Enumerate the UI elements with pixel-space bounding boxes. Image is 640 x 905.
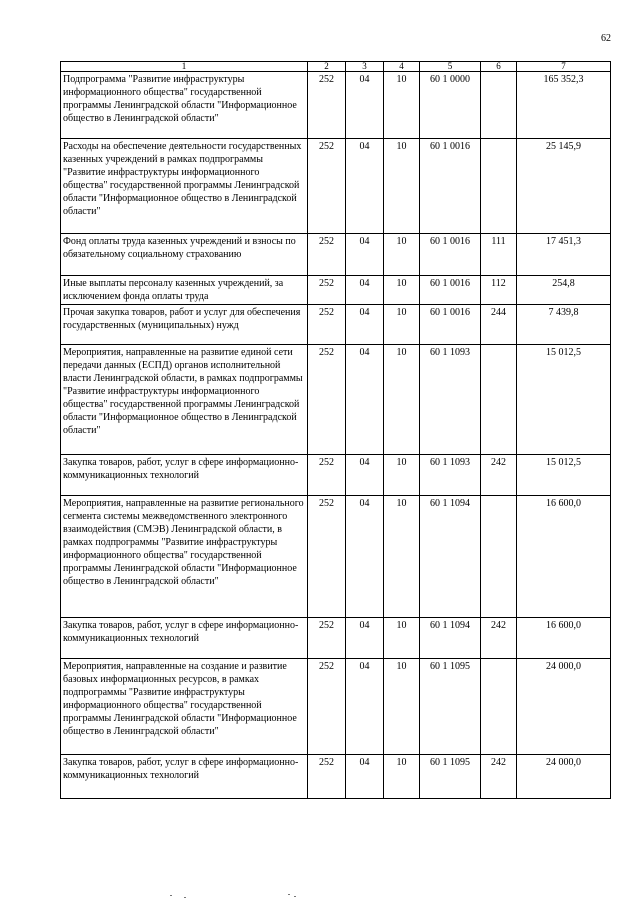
row-name: Мероприятия, направленные на создание и развитие базовых информационных ресурсов, в рамках подпрограммы "Развитие инфраструктуры информационного общества" государственной программы Ленинградской области "Информационное общество в Ленинградской области" bbox=[61, 659, 308, 755]
table-row bbox=[61, 496, 611, 618]
cell-ministry: 252 bbox=[308, 345, 346, 455]
column-header: 2 bbox=[308, 62, 346, 72]
cell-amount: 7 439,8 bbox=[517, 305, 611, 345]
cell-amount: 24 000,0 bbox=[517, 659, 611, 755]
row-name: Подпрограмма "Развитие инфраструктуры информационного общества" государственной программы Ленинградской области "Информационное общество в Ленинградской области" bbox=[61, 72, 308, 139]
cell-target-article: 60 1 1094 bbox=[420, 618, 481, 659]
row-name: Мероприятия, направленные на развитие единой сети передачи данных (ЕСПД) органов исполнительной власти Ленинградской области, в рамках подпрограммы "Развитие инфраструктуры информационного общества" государственной программы Ленинградской области "Информационное общество в Ленинградской области" bbox=[61, 345, 308, 455]
cell-amount: 16 600,0 bbox=[517, 618, 611, 659]
cell-subsection: 10 bbox=[384, 496, 420, 618]
table-row bbox=[61, 659, 611, 755]
cell-target-article: 60 1 0000 bbox=[420, 72, 481, 139]
row-name: Закупка товаров, работ, услуг в сфере информационно-коммуникационных технологий bbox=[61, 455, 308, 496]
table-row bbox=[61, 139, 611, 234]
cell-subsection: 10 bbox=[384, 305, 420, 345]
cell-target-article: 60 1 1093 bbox=[420, 455, 481, 496]
table-row bbox=[61, 276, 611, 305]
cell-expense-type bbox=[481, 345, 517, 455]
column-header: 6 bbox=[481, 62, 517, 72]
table-row bbox=[61, 455, 611, 496]
cell-expense-type: 112 bbox=[481, 276, 517, 305]
row-name: Прочая закупка товаров, работ и услуг для обеспечения государственных (муниципальных) нужд bbox=[61, 305, 308, 345]
cell-subsection: 10 bbox=[384, 72, 420, 139]
cell-ministry: 252 bbox=[308, 455, 346, 496]
cell-target-article: 60 1 1095 bbox=[420, 659, 481, 755]
cell-amount: 165 352,3 bbox=[517, 72, 611, 139]
cell-subsection: 10 bbox=[384, 618, 420, 659]
cell-section: 04 bbox=[346, 305, 384, 345]
cell-amount: 24 000,0 bbox=[517, 755, 611, 799]
row-name: Закупка товаров, работ, услуг в сфере информационно-коммуникационных технологий bbox=[61, 618, 308, 659]
cell-ministry: 252 bbox=[308, 305, 346, 345]
cell-section: 04 bbox=[346, 755, 384, 799]
cell-expense-type bbox=[481, 496, 517, 618]
cell-expense-type bbox=[481, 659, 517, 755]
cell-ministry: 252 bbox=[308, 139, 346, 234]
cell-subsection: 10 bbox=[384, 276, 420, 305]
cell-expense-type: 242 bbox=[481, 455, 517, 496]
cell-target-article: 60 1 0016 bbox=[420, 139, 481, 234]
cell-section: 04 bbox=[346, 72, 384, 139]
column-header: 5 bbox=[420, 62, 481, 72]
column-header: 3 bbox=[346, 62, 384, 72]
cell-amount: 15 012,5 bbox=[517, 345, 611, 455]
cell-section: 04 bbox=[346, 455, 384, 496]
cell-ministry: 252 bbox=[308, 234, 346, 276]
cell-target-article: 60 1 1093 bbox=[420, 345, 481, 455]
table-row bbox=[61, 72, 611, 139]
cell-section: 04 bbox=[346, 139, 384, 234]
row-name: Закупка товаров, работ, услуг в сфере информационно-коммуникационных технологий bbox=[61, 755, 308, 799]
table-row bbox=[61, 618, 611, 659]
cell-section: 04 bbox=[346, 659, 384, 755]
cell-amount: 17 451,3 bbox=[517, 234, 611, 276]
header-row bbox=[61, 62, 611, 72]
cell-target-article: 60 1 0016 bbox=[420, 305, 481, 345]
table-row bbox=[61, 755, 611, 799]
column-header: 7 bbox=[517, 62, 611, 72]
cell-expense-type: 242 bbox=[481, 618, 517, 659]
cell-expense-type bbox=[481, 139, 517, 234]
column-header: 4 bbox=[384, 62, 420, 72]
cell-subsection: 10 bbox=[384, 139, 420, 234]
cell-subsection: 10 bbox=[384, 234, 420, 276]
page-number: 62 bbox=[601, 33, 611, 44]
row-name: Расходы на обеспечение деятельности государственных казенных учреждений в рамках подпрограммы "Развитие инфраструктуры информационного общества" государственной программы Ленинградской области "Информационное общество в Ленинградской области" bbox=[61, 139, 308, 234]
cell-amount: 16 600,0 bbox=[517, 496, 611, 618]
budget-table bbox=[60, 61, 611, 799]
cell-expense-type: 242 bbox=[481, 755, 517, 799]
cell-amount: 25 145,9 bbox=[517, 139, 611, 234]
cell-subsection: 10 bbox=[384, 659, 420, 755]
table-row bbox=[61, 234, 611, 276]
cell-ministry: 252 bbox=[308, 496, 346, 618]
column-header: 1 bbox=[61, 62, 308, 72]
row-name: Иные выплаты персоналу казенных учреждений, за исключением фонда оплаты труда bbox=[61, 276, 308, 305]
cell-section: 04 bbox=[346, 496, 384, 618]
cell-amount: 254,8 bbox=[517, 276, 611, 305]
cell-ministry: 252 bbox=[308, 276, 346, 305]
cell-target-article: 60 1 1094 bbox=[420, 496, 481, 618]
cell-section: 04 bbox=[346, 618, 384, 659]
cell-amount: 15 012,5 bbox=[517, 455, 611, 496]
cell-subsection: 10 bbox=[384, 455, 420, 496]
cell-target-article: 60 1 1095 bbox=[420, 755, 481, 799]
cell-section: 04 bbox=[346, 234, 384, 276]
cell-expense-type bbox=[481, 72, 517, 139]
cell-section: 04 bbox=[346, 276, 384, 305]
cell-expense-type: 111 bbox=[481, 234, 517, 276]
cell-ministry: 252 bbox=[308, 618, 346, 659]
cell-subsection: 10 bbox=[384, 755, 420, 799]
cell-expense-type: 244 bbox=[481, 305, 517, 345]
row-name: Фонд оплаты труда казенных учреждений и взносы по обязательному социальному страхованию bbox=[61, 234, 308, 276]
table-row bbox=[61, 345, 611, 455]
cell-ministry: 252 bbox=[308, 72, 346, 139]
table-row bbox=[61, 305, 611, 345]
cell-subsection: 10 bbox=[384, 345, 420, 455]
cell-ministry: 252 bbox=[308, 755, 346, 799]
cell-section: 04 bbox=[346, 345, 384, 455]
row-name: Мероприятия, направленные на развитие регионального сегмента системы межведомственного электронного взаимодействия (СМЭВ) Ленинградской области, в рамках подпрограммы "Развитие инфраструктуры информационного общества" государственной программы Ленинградской области "Информационное общество в Ленинградской области" bbox=[61, 496, 308, 618]
cell-target-article: 60 1 0016 bbox=[420, 234, 481, 276]
scan-specks bbox=[170, 893, 310, 899]
cell-ministry: 252 bbox=[308, 659, 346, 755]
cell-target-article: 60 1 0016 bbox=[420, 276, 481, 305]
